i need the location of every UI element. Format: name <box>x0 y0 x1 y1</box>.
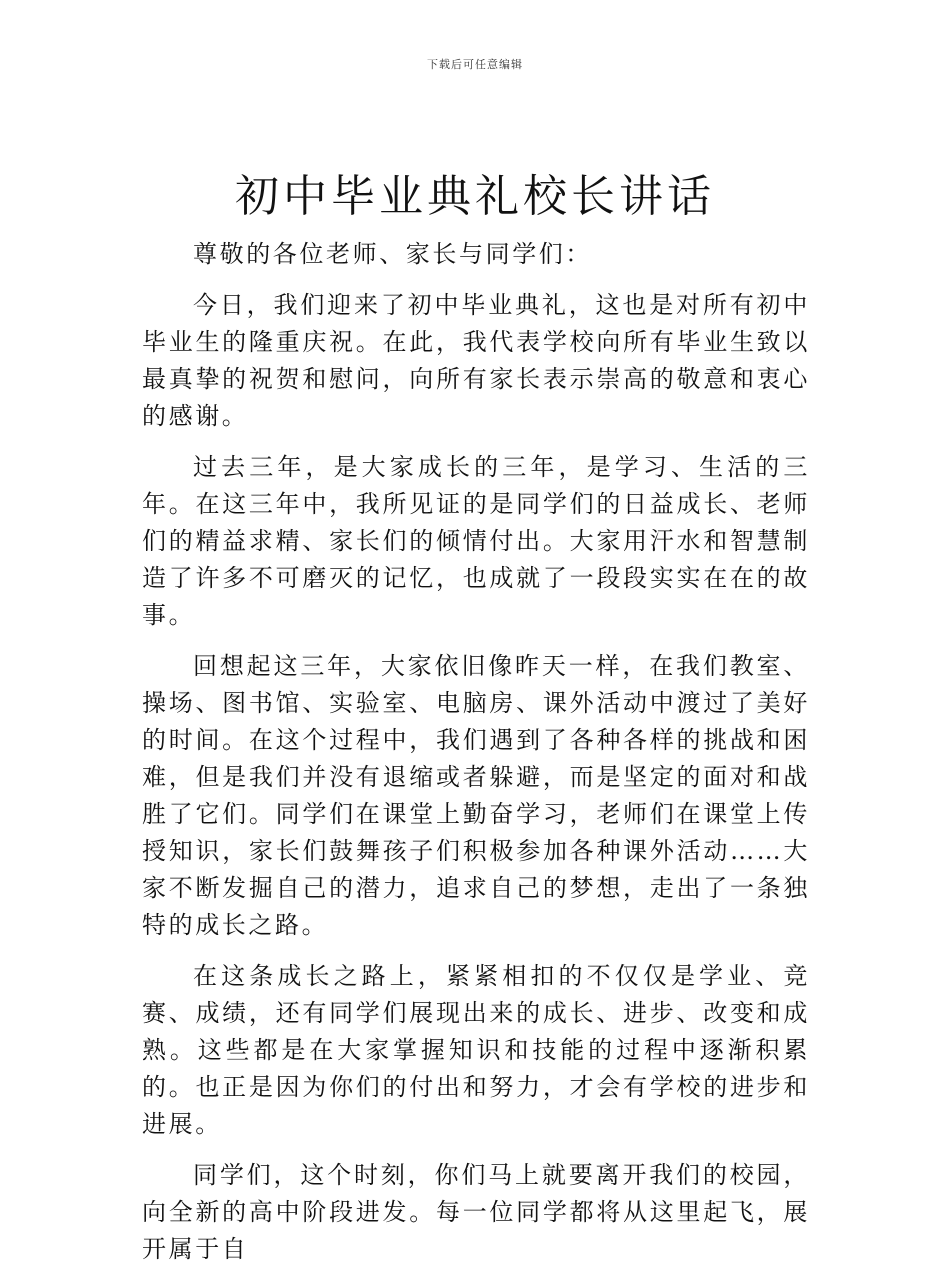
paragraph-5: 同学们，这个时刻，你们马上就要离开我们的校园，向全新的高中阶段进发。每一位同学都将从这里起飞，展开属于自 <box>142 1161 810 1263</box>
paragraph-1: 今日，我们迎来了初中毕业典礼，这也是对所有初中毕业生的隆重庆祝。在此，我代表学校向所有毕业生致以最真挚的祝贺和慰问，向所有家长表示崇高的敬意和衷心的感谢。 <box>142 291 810 430</box>
document-body <box>142 236 810 1282</box>
paragraph-4: 在这条成长之路上，紧紧相扣的不仅仅是学业、竞赛、成绩，还有同学们展现出来的成长、进步、改变和成熟。这些都是在大家掌握知识和技能的过程中逐渐积累的。也正是因为你们的付出和努力，才会有学校的进步和进展。 <box>142 962 810 1138</box>
salutation: 尊敬的各位老师、家长与同学们： <box>193 240 592 268</box>
document-title: 初中毕业典礼校长讲话 <box>235 171 715 222</box>
paragraph-2: 过去三年，是大家成长的三年，是学习、生活的三年。在这三年中，我所见证的是同学们的日益成长、老师们的精益求精、家长们的倾情付出。大家用汗水和智慧制造了许多不可磨灭的记忆，也成就了一段段实实在在的故事。 <box>142 453 810 629</box>
header-note: 下载后可任意编辑 <box>427 58 523 71</box>
paragraph-3: 回想起这三年，大家依旧像昨天一样，在我们教室、操场、图书馆、实验室、电脑房、课外活动中渡过了美好的时间。在这个过程中，我们遇到了各种各样的挑战和困难，但是我们并没有退缩或者躲避，而是坚定的面对和战胜了它们。同学们在课堂上勤奋学习，老师们在课堂上传授知识，家长们鼓舞孩子们积极参加各种课外活动……大家不断发掘自己的潜力，追求自己的梦想，走出了一条独特的成长之路。 <box>142 652 810 939</box>
